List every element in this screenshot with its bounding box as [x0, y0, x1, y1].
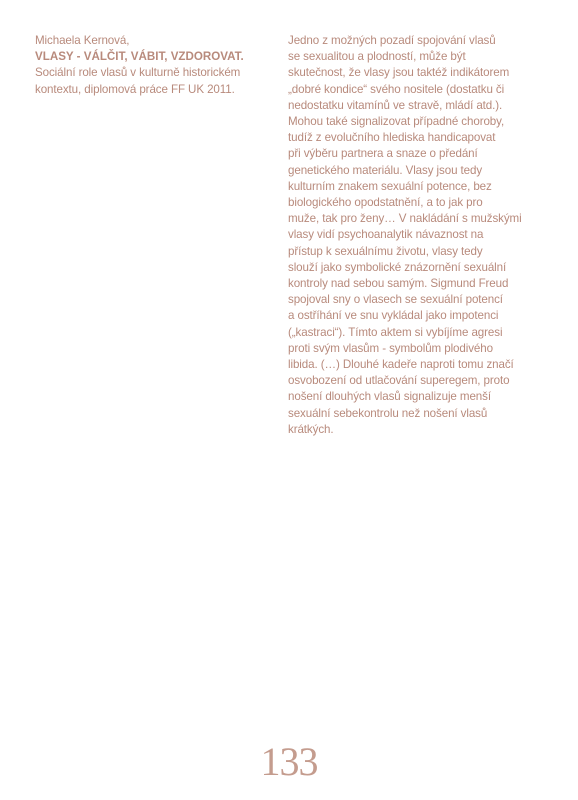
text-line: nošení dlouhých vlasů signalizuje menší	[288, 390, 491, 404]
text-line: muže, tak pro ženy… V nakládání s mužskými	[288, 212, 522, 226]
text-line: osvobození od utlačování superegem, proto	[288, 374, 510, 388]
text-line: Jedno z možných pozadí spojování vlasů	[288, 34, 496, 47]
text-line: při výběru partnera a snaze o předání	[288, 147, 478, 161]
citation-subtitle-line: Sociální role vlasů v kulturně historickém	[35, 66, 241, 80]
text-line: krátkých.	[288, 422, 334, 436]
text-line: genetického materiálu. Vlasy jsou tedy	[288, 163, 483, 177]
text-line: přístup k sexuálnímu životu, vlasy tedy	[288, 244, 483, 258]
citation-block	[35, 33, 275, 98]
text-line: proti svým vlasům - symbolům plodivého	[288, 341, 493, 355]
text-line: vlasy vidí psychoanalytik návaznost na	[288, 228, 484, 242]
text-line: skutečnost, že vlasy jsou taktéž indikátorem	[288, 66, 510, 80]
text-line: („kastraci“). Tímto aktem si vybíjíme agresi	[288, 325, 503, 339]
text-line: kontroly nad sebou samým. Sigmund Freud	[288, 277, 509, 291]
text-line: a ostříhání ve snu vykládal jako impotenci	[288, 309, 499, 323]
text-line: kulturním znakem sexuální potence, bez	[288, 179, 492, 193]
text-line: se sexualitou a plodností, může být	[288, 50, 466, 64]
text-line: biologického opodstatnění, a to jak pro	[288, 196, 483, 210]
page-number: 133	[260, 739, 318, 784]
text-line: „dobré kondice“ svého nositele (dostatku či	[288, 82, 505, 96]
citation-subtitle-line: kontextu, diplomová práce FF UK 2011.	[35, 82, 235, 96]
text-line: tudíž z evolučního hlediska handicapovat	[288, 131, 496, 145]
text-line: Mohou také signalizovat případné choroby,	[288, 115, 505, 129]
quote-text	[288, 33, 538, 438]
citation-title: VLASY - VÁLČIT, VÁBIT, VZDOROVAT.	[35, 50, 244, 64]
text-line: sexuální sebekontrolu než nošení vlasů	[288, 406, 488, 420]
text-line: libida. (…) Dlouhé kadeře naproti tomu značí	[288, 358, 514, 372]
citation-author: Michaela Kernová,	[35, 34, 130, 47]
text-line: nedostatku vitamínů ve stravě, mládí atd.).	[288, 98, 503, 112]
text-line: spojoval sny o vlasech se sexuální potencí	[288, 293, 503, 307]
text-line: slouží jako symbolické znázornění sexuální	[288, 260, 507, 274]
